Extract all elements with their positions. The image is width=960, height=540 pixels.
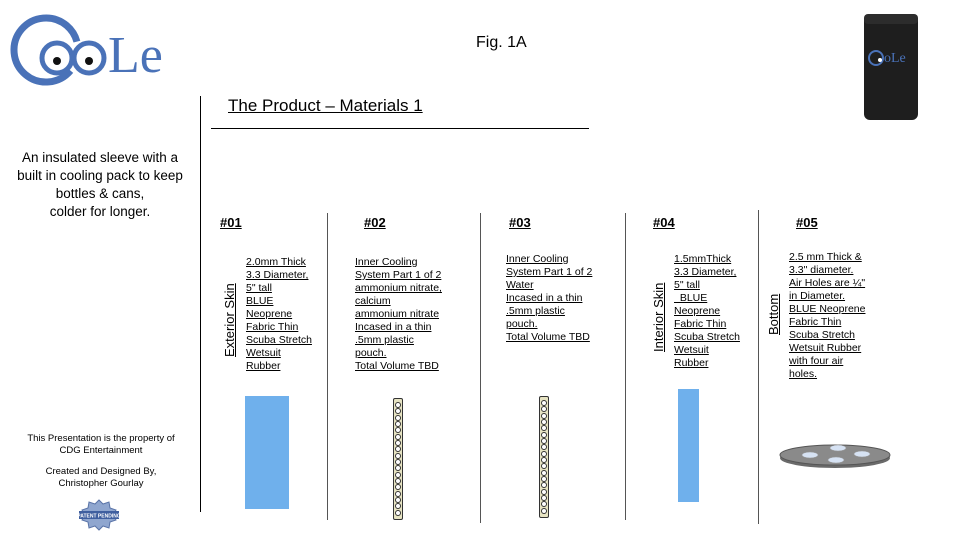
figure-label: Fig. 1A [476, 34, 527, 51]
coole-logo [8, 10, 193, 90]
column-number: #02 [364, 215, 386, 230]
spec-line: Scuba Stretch [789, 329, 855, 341]
spec-line: 5" tall [674, 279, 700, 291]
spec-line: ammonium nitrate [355, 308, 440, 320]
description-line: bottles & cans, [55, 186, 145, 201]
column-specs [246, 256, 312, 373]
spec-line: Incased in a thin [355, 321, 432, 333]
patent-pending-badge [77, 498, 121, 532]
column-number: #03 [509, 215, 531, 230]
column-side-label: Bottom [766, 293, 781, 335]
spec-line: 2.5 mm Thick & [789, 251, 862, 263]
bottom-disc-illustration [778, 440, 892, 470]
spec-line: Wetsuit [246, 347, 281, 359]
column-divider [327, 213, 328, 520]
svg-text:Le: Le [108, 27, 163, 84]
spec-line: 3.3 Diameter, [246, 269, 309, 281]
spec-line: Fabric Thin [674, 318, 727, 330]
spec-line: Total Volume TBD [355, 360, 439, 372]
cooling-pouch-tube [539, 396, 549, 518]
page-title: The Product – Materials 1 [228, 96, 423, 115]
spec-line: Water [506, 279, 534, 291]
spec-line: System Part 1 of 2 [355, 269, 442, 281]
spec-line: ammonium nitrate, [355, 282, 442, 294]
description-line: built in cooling pack to keep [17, 168, 183, 183]
credits-line: Christopher Gourlay [58, 478, 144, 489]
spec-line: BLUE [674, 292, 708, 304]
spec-line: .5mm plastic [506, 305, 565, 317]
spec-line: in Diameter. [789, 290, 846, 302]
column-number: #04 [653, 215, 675, 230]
spec-line: 3.3 Diameter, [674, 266, 737, 278]
spec-line: 5" tall [246, 282, 272, 294]
svg-text:oLe: oLe [884, 51, 906, 66]
credits [6, 433, 196, 490]
spec-line: calcium [355, 295, 391, 307]
column-specs [506, 253, 592, 344]
spec-line: Fabric Thin [789, 316, 842, 328]
spec-line: Total Volume TBD [506, 331, 590, 343]
koozie-product-image [860, 12, 922, 124]
column-divider [625, 213, 626, 520]
spec-line: Incased in a thin [506, 292, 583, 304]
spec-line: Neoprene [674, 305, 721, 317]
spec-line: Inner Cooling [506, 253, 569, 265]
title-underline-rule [211, 128, 589, 129]
description-line: colder for longer. [49, 204, 151, 219]
column-specs [674, 253, 740, 370]
column-number: #05 [796, 215, 818, 230]
spec-line: Inner Cooling [355, 256, 418, 268]
spec-line: Rubber [246, 360, 281, 372]
badge-text: PATENT PENDING [77, 513, 121, 520]
column-number: #01 [220, 215, 242, 230]
spec-line: .5mm plastic [355, 334, 414, 346]
spec-line: Rubber [674, 357, 709, 369]
spec-line: pouch. [355, 347, 387, 359]
spec-line: Scuba Stretch [246, 334, 312, 346]
spec-line: Neoprene [246, 308, 293, 320]
credits-line: Created and Designed By, [45, 466, 157, 477]
description-line: An insulated sleeve with a [21, 150, 179, 165]
credits-line: This Presentation is the property of [27, 433, 175, 444]
spec-line: BLUE [246, 295, 274, 307]
cooling-pouch-tube [393, 398, 403, 520]
column-divider [480, 213, 481, 523]
spec-line: 1.5mmThick [674, 253, 732, 265]
spec-line: Air Holes are ¼" [789, 277, 866, 289]
spec-line: Wetsuit [674, 344, 709, 356]
spec-line: pouch. [506, 318, 538, 330]
column-side-label: Exterior Skin [222, 283, 237, 357]
product-description [10, 149, 190, 221]
spec-line: 2.0mm Thick [246, 256, 306, 268]
spec-line: Fabric Thin [246, 321, 299, 333]
column-specs [355, 256, 442, 373]
spec-line: Wetsuit Rubber [789, 342, 862, 354]
left-divider [200, 96, 201, 512]
spec-line: 3.3" diameter. [789, 264, 854, 276]
interior-skin-strip [678, 389, 699, 502]
credits-line: CDG Entertainment [59, 445, 143, 456]
spec-line: Scuba Stretch [674, 331, 740, 343]
spec-line: with four air [789, 355, 844, 367]
spec-line: holes. [789, 368, 818, 380]
column-specs [789, 251, 865, 381]
exterior-skin-strip [245, 396, 289, 509]
spec-line: System Part 1 of 2 [506, 266, 593, 278]
column-divider [758, 210, 759, 524]
spec-line: BLUE Neoprene [789, 303, 866, 315]
column-side-label: Interior Skin [651, 282, 666, 352]
